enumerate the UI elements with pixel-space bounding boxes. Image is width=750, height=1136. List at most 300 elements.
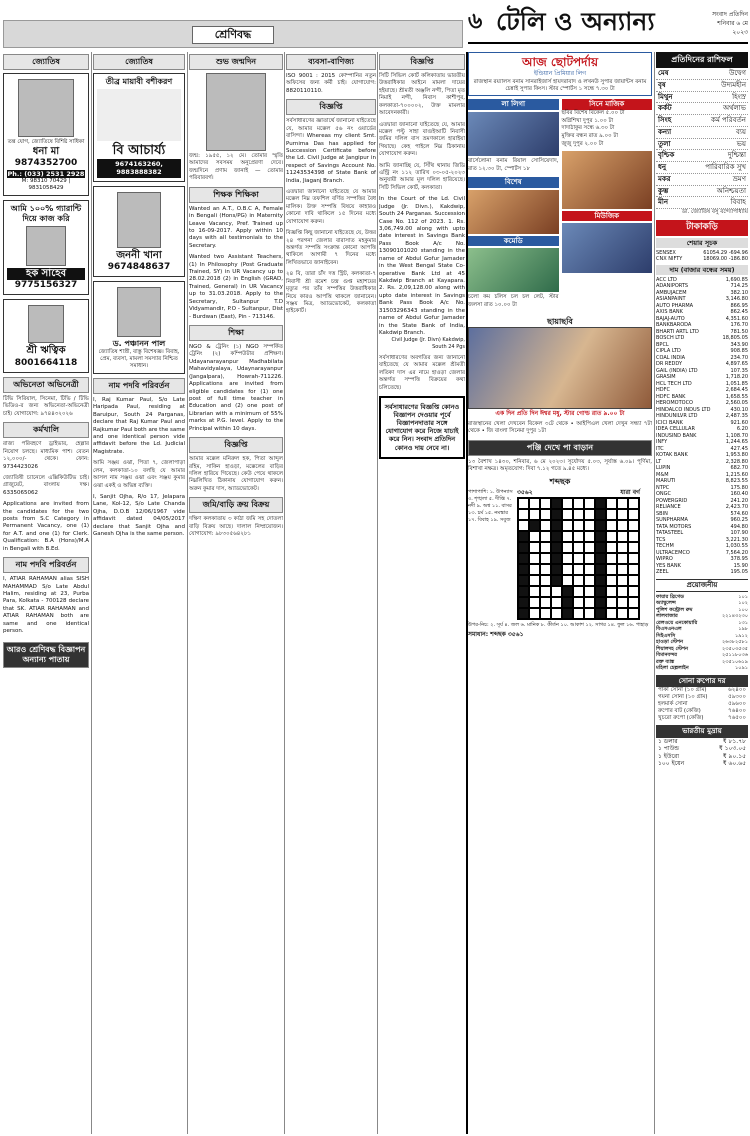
crossword-cell	[518, 586, 529, 597]
gold-row-label: রুপোর বাট (কেজি)	[658, 708, 701, 715]
horoscope-author: ডা. জ্যোতিষ বসু বন্দ্যোপাধ্যায়	[681, 209, 748, 215]
page-header	[468, 6, 748, 44]
stock-row-value: 1,244.65	[725, 439, 748, 446]
stock-row-label: NTPC	[656, 484, 670, 491]
stock-row-value: 430.10	[730, 406, 748, 413]
crossword-cell[interactable]	[628, 575, 639, 586]
crossword-cell	[595, 575, 606, 586]
crossword-cell[interactable]	[540, 564, 551, 575]
stock-row-label: YES BANK	[656, 562, 681, 569]
stock-row-label: TATA MOTORS	[656, 523, 692, 530]
stock-row-value: 176.70	[730, 322, 748, 329]
almanac-text: ১৩ বৈশাখ ১৪৩০, শনিবার, ৬ মে ২০২৩। সূর্যোদয় ৫.০৩, সূর্যাস্ত ৬.০৯। পূর্ণিমা, বিশাখা নক্ষত্র। অমৃতযোগ: দিবা ৭.১২ গতে ৯.৪৫ মধ্যে।	[468, 458, 652, 473]
crossword-cell[interactable]	[584, 575, 595, 586]
crossword-cell[interactable]	[584, 520, 595, 531]
crossword-cell[interactable]	[617, 542, 628, 553]
stock-row-value: 2,684.45	[725, 387, 748, 394]
crossword-cell[interactable]	[584, 531, 595, 542]
crossword-cell[interactable]	[573, 608, 584, 619]
crossword-cell[interactable]	[606, 597, 617, 608]
column-astrology-2	[93, 52, 185, 1136]
stock-row-label: ZEEL	[656, 569, 669, 576]
crossword-cell[interactable]	[606, 553, 617, 564]
index-list	[656, 250, 748, 263]
classified-text: এতদ্বারা জানানো যাইতেছে যে, আমার মক্কেল পল্টু সাহা বাগুইআটি নিবাসী জমির দলিল বাস ভ্রমণকালে হারাইয়া গিয়াছে। কেহ পাইলে নিম্ন ঠিকানায় যোগাযোগ করুন।	[379, 121, 465, 158]
stock-row-label: COAL INDIA	[656, 354, 686, 361]
stock-row-value: 343.90	[730, 341, 748, 348]
classified-text: জ্যোতিষী চ্যানেলে এক্সিকিউটিভ চাই। গ্রাজুয়েট, বাংলায় দক্ষ। 6335065062	[3, 474, 89, 496]
helpline-heading: প্রয়োজনীয়	[656, 579, 748, 592]
tv-photo	[562, 223, 653, 273]
classified-text: জন্ম: ১৯৫৫, ১২ মে। তোমার স্মৃতি আমাদের সবসময় অনুপ্রেরণা দেবে। জন্মদিনে প্রণাম জানাই — তোমার পরিবারবর্গ।	[189, 153, 283, 182]
crossword-cell[interactable]	[617, 608, 628, 619]
crossword-cell[interactable]	[573, 520, 584, 531]
crossword-title: শব্দছক	[549, 477, 571, 487]
stock-row-label: BANKBARODA	[656, 322, 692, 329]
section-heading: জ্যোতিষ	[3, 54, 89, 70]
crossword-cell[interactable]	[529, 498, 540, 509]
crossword-cell[interactable]	[540, 608, 551, 619]
crossword-cell[interactable]	[584, 608, 595, 619]
crossword-cell[interactable]	[529, 509, 540, 520]
astrology-ad-acharya	[93, 73, 185, 182]
helpline-row-value: ১৯১২	[735, 632, 748, 639]
stock-row-label: AUTO PHARMA	[656, 302, 694, 309]
stock-row-value: 175.80	[730, 484, 748, 491]
crossword-cell[interactable]	[617, 520, 628, 531]
ad-name: হক সাহেব	[7, 268, 85, 281]
column-birthday-teachers	[189, 52, 283, 1136]
paper-name: সংবাদ প্রতিদিন	[712, 11, 748, 18]
horoscope-row	[656, 197, 748, 209]
gold-row	[656, 708, 748, 715]
helpline-row-label: বিএসএনএল	[656, 626, 682, 633]
helpline-row-value: ১০০	[738, 606, 748, 613]
crossword-cell	[595, 542, 606, 553]
crossword-cell[interactable]	[562, 564, 573, 575]
horoscope-row-value: কর্ম পরিবর্তন	[711, 116, 746, 124]
column-market-horoscope	[656, 52, 748, 1136]
currency-row	[656, 738, 748, 746]
crossword-cell[interactable]	[584, 498, 595, 509]
crossword-solution-label: সমাধান: শব্দছক ৩৫৬১	[468, 630, 524, 638]
crossword-cell[interactable]	[562, 531, 573, 542]
crossword-cell[interactable]	[540, 586, 551, 597]
crossword-cell[interactable]	[518, 520, 529, 531]
crossword-cell[interactable]	[573, 498, 584, 509]
crossword-cell	[595, 498, 606, 509]
stock-row-label: AMBUJACEM	[656, 289, 687, 296]
section-heading: বিজ্ঞপ্তি	[379, 54, 465, 70]
horoscope-row-value: পারিবারিক সুখ	[705, 163, 746, 171]
crossword-cell	[595, 553, 606, 564]
index-row	[656, 256, 748, 263]
stock-row-label: BHARTI ARTL LTD	[656, 328, 699, 335]
crossword-cell[interactable]	[529, 575, 540, 586]
classified-text: আমার মক্কেল মনিরুল হক, পিতা আব্দুল রহিম, সাকিন হাওড়া, মক্কেলের বাড়ির দলিল হারিয়ে গিয়েছে। কেউ পেয়ে থাকলে নিম্নলিখিত ঠিকানায় যোগাযোগ করুন। অরুন কুমার দাস, অ্যাডভোকেট।	[189, 456, 283, 492]
stock-row-value: 682.70	[730, 465, 748, 472]
classified-text: I, ATIAR RAHAMAN alias SISH MAHAMMAD S/o Late Abdul Halim, residing at 23, Purba Para, Kolkata - 700128 declare that SK. ATIAR RAHAMAN and ATIAR RAHAMAN both are same and one identical person.	[3, 576, 89, 635]
horoscope-row-label: মেষ	[658, 69, 669, 77]
astrology-ad-ritwik	[3, 299, 89, 373]
crossword-cell[interactable]	[628, 553, 639, 564]
ad-name: বি আচার্য্য	[112, 143, 166, 158]
currency-row-value: ₹ ৯০.১৫	[722, 752, 746, 760]
helpline-row-label: রক্ত ব্যাঙ্ক	[656, 658, 675, 665]
crossword-cell	[562, 608, 573, 619]
section-heading: ব্যবসা-বাণিজ্য	[286, 54, 376, 70]
section-heading: কর্মখালি	[3, 422, 89, 438]
horoscope-row	[656, 186, 748, 198]
page-day: শনিবার ৬ মে	[717, 20, 748, 27]
ad-phone: 9674848637	[107, 262, 171, 272]
gold-row-value: ৭৬৪০০	[728, 708, 746, 715]
column-rule	[284, 52, 285, 1134]
crossword-cell[interactable]	[584, 564, 595, 575]
ad-phone: Ph.: (033) 2531 2928	[7, 169, 85, 178]
crossword-cell[interactable]	[529, 542, 540, 553]
movie-still-photo	[468, 327, 652, 409]
crossword-cell[interactable]	[540, 597, 551, 608]
portrait-photo	[117, 192, 161, 248]
crossword-cell[interactable]	[529, 597, 540, 608]
stock-row-label: WIPRO	[656, 556, 673, 563]
crossword-cell[interactable]	[562, 520, 573, 531]
currency-row-value: ₹ ৬০.৬৫	[722, 760, 746, 768]
stock-row-value: 1,690.85	[725, 276, 748, 283]
stock-row-label: ITC	[656, 445, 664, 452]
crossword-cell[interactable]	[606, 608, 617, 619]
classified-text: টিভি সিরিয়াল, সিনেমা, টিভি / টিভি ভিডিও-র জন্য অভিনেতা-অভিনেত্রী চাই। যোগাযোগ: ৯৭৪৪৩২০২৬	[3, 396, 89, 417]
section-heading: জ্যোতিষ	[93, 54, 185, 70]
crossword-cell[interactable]	[628, 608, 639, 619]
crossword-cell	[518, 564, 529, 575]
tv-block-text: চলো কম চলিস চল চল লেট, স্টার জলসা রাত ১০.০০ টা	[468, 294, 559, 308]
stock-row-label: BPCL	[656, 341, 669, 348]
crossword-cell	[551, 575, 562, 586]
crossword-cell[interactable]	[617, 509, 628, 520]
helpline-row-value: ২৩৫১০৬১৯	[722, 658, 748, 665]
helpline-row-value: ১০১	[738, 593, 748, 600]
index-row-value: 18069.00 -186.80	[703, 256, 748, 263]
crossword-cell[interactable]	[540, 542, 551, 553]
helpline-row-value: ২৬৩৮২৫৮১	[722, 639, 748, 646]
tv-block-label: মিউজিক	[562, 211, 653, 222]
gold-row-label: পাকা সোনা (১০ গ্রাম)	[658, 687, 707, 694]
stock-row-label: DR REDDY	[656, 361, 683, 368]
horoscope-row	[656, 162, 748, 174]
stock-row-value: 234.70	[730, 354, 748, 361]
crossword-cell[interactable]	[584, 597, 595, 608]
gold-row-label: খুচরো রুপো (কেজি)	[658, 714, 704, 721]
currency-row-label: ১ ডলার	[658, 737, 678, 745]
crossword-cell	[595, 531, 606, 542]
horoscope-row	[656, 103, 748, 115]
horoscope-row-value: দুশ্চিন্তা	[727, 151, 746, 160]
currency-heading: ভারতীয় মুদ্রায়	[656, 725, 748, 738]
horoscope-row	[656, 127, 748, 139]
crossword-cell[interactable]	[617, 575, 628, 586]
stock-row-label: ADANIPORTS	[656, 283, 689, 290]
stock-row-value: 494.80	[730, 523, 748, 530]
stock-row-value: 1,658.55	[725, 393, 748, 400]
crossword-cell[interactable]	[573, 553, 584, 564]
stock-row-label: TECHM	[656, 543, 674, 550]
horoscope-row-label: বৃষ	[658, 80, 666, 89]
crossword-cell	[518, 542, 529, 553]
today-text: রাজস্থান রয়্যালস বনাম সানরাইজার্স হায়দরাবাদ ও লখনউ সুপার জায়ান্টস বনাম চেন্নাই সুপার কিংস। স্টার স্পোর্টস ১ সন্ধে ৭.৩০ টা	[473, 78, 647, 92]
helpline-row-value: ২২১৪৩২৩০	[722, 613, 748, 620]
crossword-cell[interactable]	[628, 509, 639, 520]
crossword-cell[interactable]	[573, 564, 584, 575]
crossword-cell[interactable]	[606, 564, 617, 575]
tv-photo	[562, 151, 653, 209]
classified-text: রাজ্য পরিবহণে ড্রাইভার, হেল্পার নিয়োগ চলছে। মাধ্যমিক পাশ। বেতন ১২,০০০/- থেকে। ফোন: 9734423026	[3, 441, 89, 470]
stock-row-value: 4,351.60	[725, 315, 748, 322]
crossword-cell[interactable]	[606, 531, 617, 542]
stock-row-value: 3,221.30	[725, 536, 748, 543]
tv-schedule-item: মুক্তির বন্ধন রাত ৯.০০ টা	[561, 133, 618, 140]
stock-row-label: HINDUNILVR LTD	[656, 413, 698, 420]
crossword-cell[interactable]	[573, 531, 584, 542]
crossword-cell[interactable]	[573, 575, 584, 586]
currency-list	[656, 738, 748, 768]
gold-row	[656, 715, 748, 722]
crossword-cell[interactable]	[628, 542, 639, 553]
horoscope-row-label: মকর	[658, 174, 671, 183]
classified-text: সর্বসাধারণের জ্ঞাতার্থে জানানো যাইতেছে যে, আমার মক্কেল ৫৬ নং ওয়ার্ডের বাসিন্দা। Whereas my client Smt. Purnima Das has applied for Succession Certificate before the Ld. Civil Judge at Jangipur in respect of Savings Account No. 11243534398 of State Bank of India, Jiaganj Branch.	[286, 118, 376, 184]
helpline-row-label: অ্যাম্বুলেন্স	[656, 600, 676, 607]
stock-row-label: ICICI BANK	[656, 419, 683, 426]
movie-feature-label: ছায়াছবি	[547, 317, 573, 327]
currency-row-label: ১ ইউরো	[658, 752, 680, 760]
horoscope-row-label: ধনু	[658, 163, 667, 171]
classified-text: Wanted two Assistant Teachers, (1) In Philosophy (Post Graduate Trained, SY) in UR Vacancy up to 28.02.2018 (2) in English (GRAD, Trained, General) in UR Vacancy up to 31.03.2018. Apply to the Secretary, Sultanpur T.D Vidyamandir, P.O - Sultanpur, Dist - Burdwan (East), Pin - 713146.	[189, 254, 283, 320]
crossword-cell[interactable]	[551, 608, 562, 619]
horoscope-row-value: অর্থলাভ	[722, 104, 746, 113]
crossword-cell[interactable]	[540, 575, 551, 586]
column-rule	[377, 52, 378, 1134]
stock-row-value: 3,146.80	[725, 296, 748, 303]
portrait-photo	[117, 287, 161, 337]
crossword-cell[interactable]	[562, 498, 573, 509]
footer-text: আরও শ্রেণিবদ্ধ বিজ্ঞাপন	[6, 644, 86, 654]
crossword-cell	[551, 564, 562, 575]
crossword-cell	[562, 586, 573, 597]
stock-row-value: 2,423.70	[725, 504, 748, 511]
stock-row-label: BAJAJ-AUTO	[656, 315, 685, 322]
stock-row-value: 6.20	[736, 426, 748, 433]
crossword-cell	[518, 608, 529, 619]
classified-text: NGO & ট্রেনিং (১) NGO সম্পর্কিত ট্রেনিং (২) কম্পিউটার প্রশিক্ষণ। Udayanarayanpur Madhabilata Mahavidyalaya, Udaynarayanpur (Jangalpara), Howrah-711226. Applications are invited from eligible candidates for (1) one post of full time teacher in Education and (2) one post of Librarian with a minimum of 55% marks at P.G. level. Apply to the Principal within 10 days.	[189, 344, 283, 432]
crossword-grid-wrap	[517, 489, 640, 620]
crossword-cell	[551, 542, 562, 553]
tv-block-cinema	[562, 99, 653, 313]
crossword-cell[interactable]	[606, 586, 617, 597]
crossword-cell	[551, 520, 562, 531]
stock-row-value: 1,718.20	[725, 374, 748, 381]
helpline-row-label: শিয়ালদহ স্টেশন	[656, 645, 689, 652]
helpline-row-label: রেলওয়ে এনকোয়ারি	[656, 619, 698, 626]
stock-row-value: 15.90	[733, 562, 748, 569]
stock-row-label: AXIS BANK	[656, 309, 683, 316]
classified-header-bar	[3, 20, 463, 48]
currency-row-value: ₹ ৮১.৭৮	[722, 737, 746, 745]
stock-row-value: 107.35	[730, 367, 748, 374]
crossword-cell[interactable]	[540, 509, 551, 520]
stock-row-value: 862.45	[730, 309, 748, 316]
crossword-cell[interactable]	[628, 564, 639, 575]
crossword-cell[interactable]	[628, 498, 639, 509]
crossword-cell	[595, 509, 606, 520]
crossword-cell[interactable]	[529, 586, 540, 597]
crossword-cell[interactable]	[562, 542, 573, 553]
stock-row-label: ULTRACEMCO	[656, 549, 690, 556]
crossword-cell[interactable]	[606, 575, 617, 586]
crossword-cell[interactable]	[617, 553, 628, 564]
crossword-cell[interactable]	[573, 509, 584, 520]
crossword-cell[interactable]	[606, 520, 617, 531]
money-heading: টাকাকড়ি	[656, 220, 748, 235]
crossword-cell[interactable]	[529, 564, 540, 575]
crossword-cell[interactable]	[617, 586, 628, 597]
stock-row-label: HDFC	[656, 387, 670, 394]
ad-phone: 8001664118	[14, 357, 78, 368]
stock-row-value: 714.25	[730, 283, 748, 290]
ad-body	[97, 89, 181, 141]
crossword-cell[interactable]	[540, 553, 551, 564]
helpline-row-value: ১৯৮	[738, 626, 748, 633]
column-business-notices	[286, 52, 376, 1136]
page-title: টেলি ও অন্যান্য	[496, 7, 655, 36]
crossword-cell	[595, 520, 606, 531]
stock-row	[656, 569, 748, 576]
crossword-cell[interactable]	[617, 564, 628, 575]
crossword-cell[interactable]	[573, 597, 584, 608]
helpline-row-label: হাওড়া স্টেশন	[656, 639, 684, 646]
crossword-cell[interactable]	[628, 597, 639, 608]
stock-row-label: INFY	[656, 439, 668, 446]
helpline-row-value: ২৩৫০৩৫৩৫	[722, 645, 748, 652]
crossword-cell	[518, 553, 529, 564]
tv-schedule-item: অগ্নিশিখা দুপুর ১.০০ টা	[561, 117, 614, 124]
crossword-cell[interactable]	[540, 520, 551, 531]
portrait-photo	[28, 305, 64, 343]
ad-phone: M: 98310 70429 | 9831058429	[21, 177, 71, 191]
ad-text: জ্যোতিষ শাস্ত্রী, বাস্তু বিশেষজ্ঞ। বিবাহ, প্রেম, ব্যবসা, মামলা সমস্যার নিশ্চিত সমাধান।	[98, 349, 180, 369]
astrology-ad-janani	[93, 186, 185, 278]
crossword-cell[interactable]	[606, 498, 617, 509]
page-number: ৬	[468, 9, 483, 34]
stock-row-label: LT	[656, 458, 662, 465]
horoscope-row	[656, 139, 748, 151]
crossword-cell[interactable]	[562, 575, 573, 586]
crossword-cell[interactable]	[628, 586, 639, 597]
crossword-cell[interactable]	[518, 509, 529, 520]
classified-title: শ্রেণিবদ্ধ	[192, 26, 274, 44]
crossword-cell[interactable]	[584, 509, 595, 520]
crossword-cell[interactable]	[573, 542, 584, 553]
crossword-cell[interactable]	[617, 531, 628, 542]
classified-text: সিটি সিভিল কোর্ট কলিকাতায় ভারতীয় উত্তরাধিকার আইনে মামলা দায়ের হইয়াছে। শ্রীমতী অঞ্জলি নন্দী, পিতা মৃত নিমাই নন্দী, নিবাস কাশীপুর, কলকাতা-৭০০০০২, উক্ত মামলার আবেদনকারী।	[379, 73, 465, 117]
classified-text: Applications are invited from the candidates for the two posts from S.C Category in Permanent Vacancy, one (1) for A.T. and one (1) for Clerk. Qualification: B.A (Hons)/M.A in Bengali with B.Ed.	[3, 501, 89, 552]
crossword-cell[interactable]	[628, 520, 639, 531]
movie-feature	[468, 317, 652, 418]
section-heading: শিক্ষা	[189, 325, 283, 341]
helpline-row-value: ১০৯১	[735, 665, 748, 672]
crossword-cell[interactable]	[529, 553, 540, 564]
court-notice	[379, 196, 465, 351]
crossword-cell[interactable]	[529, 531, 540, 542]
crossword-grid[interactable]	[517, 497, 640, 620]
stock-row-label: M&M	[656, 471, 669, 478]
index-row-label: CNX NIFTY	[656, 256, 683, 263]
stock-row-value: 1,953.80	[725, 452, 748, 459]
helpline-row-label: মহিলা হেল্পলাইন	[656, 665, 689, 672]
tv-schedule-list	[562, 110, 653, 148]
stock-row-label: HCL TECH LTD	[656, 380, 692, 387]
crossword-cell[interactable]	[617, 597, 628, 608]
crossword-cell[interactable]	[540, 498, 551, 509]
horoscope-row-label: সিংহ	[658, 116, 672, 124]
crossword-cell[interactable]	[573, 586, 584, 597]
classified-text: দক্ষিণ কলকাতায় ৩ কাঠা জমি সহ দোতলা বাড়ি বিক্রয় আছে। দালাল নিষ্প্রয়োজন। যোগাযোগ: ৯৮৩০৫৬৪২৮১	[189, 516, 283, 538]
crossword-cell[interactable]	[584, 553, 595, 564]
horoscope-row-value: অনিশ্চয়তা	[716, 186, 746, 195]
crossword-cell[interactable]	[518, 498, 529, 509]
crossword-cell[interactable]	[606, 542, 617, 553]
currency-row-label: ১ পাউন্ড	[658, 745, 680, 753]
crossword-cell[interactable]	[529, 608, 540, 619]
horoscope-row	[656, 150, 748, 162]
crossword-cell[interactable]	[562, 509, 573, 520]
crossword-cell[interactable]	[606, 509, 617, 520]
stock-row-value: 8,823.55	[725, 478, 748, 485]
stock-row-value: 574.60	[730, 510, 748, 517]
ad-headline: আমি ১০০% গ্যারান্টি দিয়ে কাজ করি	[10, 203, 82, 223]
crossword-cell[interactable]	[617, 498, 628, 509]
stock-row-label: ACC LTD	[656, 276, 677, 283]
footer-text: অন্যান্য পাতায়	[22, 654, 70, 664]
crossword-cell[interactable]	[584, 542, 595, 553]
crossword-cell[interactable]	[540, 531, 551, 542]
crossword-cell[interactable]	[562, 553, 573, 564]
tv-photo	[468, 248, 559, 292]
crossword-cell[interactable]	[551, 586, 562, 597]
stock-row-label: MARUTI	[656, 478, 676, 485]
stock-row-value: 195.05	[730, 569, 748, 576]
today-title: আজ ছোটপর্দায়	[521, 55, 599, 69]
crossword-cell	[551, 531, 562, 542]
index-row-label: SENSEX	[656, 249, 676, 256]
crossword-cell[interactable]	[584, 586, 595, 597]
column-rule	[187, 52, 188, 1134]
stock-list	[656, 277, 748, 576]
classified-text: সর্বসাধারণের অবগতির জন্য জানানো যাইতেছে যে আমার মক্কেল শ্রীমতী লতিকা দাস এর নামে হাওড়া জেলার অন্তর্গত সম্পত্তি বিক্রয়ের কথা চলিতেছে।	[379, 354, 465, 391]
stock-row-label: CIPLA LTD	[656, 348, 681, 355]
helpline-row-value: ১০২	[738, 600, 748, 607]
horoscope-row-label: কন্যা	[658, 127, 672, 136]
stock-row-label: GRASIM	[656, 374, 676, 381]
stock-row-value: 2,487.35	[725, 413, 748, 420]
crossword-cell[interactable]	[628, 531, 639, 542]
crossword-cell[interactable]	[551, 597, 562, 608]
stock-row-value: 241.20	[730, 497, 748, 504]
movie-caption: এক দিন প্রতি দিন ঈশ্বর মধু, স্টার গোল্ড রাত ৯.০০ টা	[495, 410, 625, 418]
ad-phone: 9674163260, 9883888382	[97, 159, 181, 177]
stock-row-label: ONGC	[656, 491, 672, 498]
stock-row-value: 382.10	[730, 289, 748, 296]
